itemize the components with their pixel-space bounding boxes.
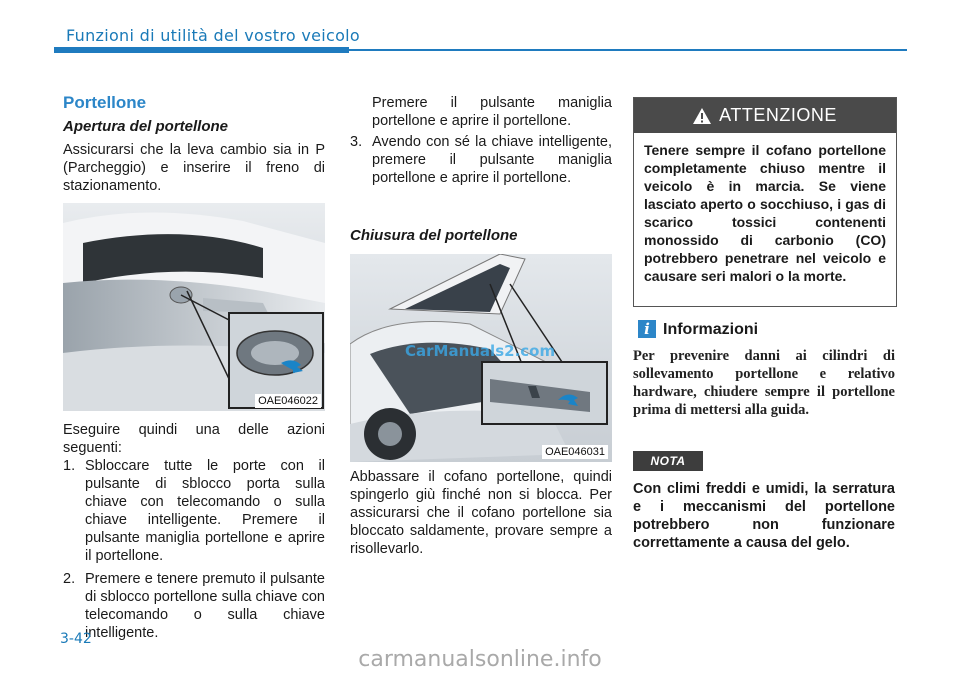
info-title: Informazioni — [663, 321, 759, 338]
warning-text: Tenere sempre il cofano portellone completamente chiuso mentre il veicolo è in marcia. Se viene lasciato aperto o socchiuso, i gas di scarico tossici contenenti monossido di carbonio (CO) potrebbero penetrare nel veicolo e causare seri malori o la morte. — [644, 142, 886, 284]
header-bar — [54, 47, 349, 53]
list-item — [63, 457, 325, 565]
section-title: Portellone — [63, 93, 147, 112]
nota-text: Con climi freddi e umidi, la serratura e i meccanismi del portellone potrebbero non funzionare correttamente a causa del gelo. — [633, 481, 895, 551]
figure-code: OAE046031 — [542, 445, 608, 459]
actions-intro: Eseguire quindi una delle azioni seguenti: — [63, 422, 325, 456]
car-rear-illustration — [63, 203, 325, 411]
subhead-opening: Apertura del portellone — [63, 118, 229, 135]
figure-code: OAE046022 — [255, 394, 321, 408]
intro-paragraph: Assicurarsi che la leva cambio sia in P (Parcheggio) e inserire il freno di stazionamento. — [63, 142, 325, 194]
list-item — [350, 133, 612, 187]
footer-watermark: carmanualsonline.info — [358, 647, 602, 672]
list-number: 1. — [63, 458, 76, 474]
continued-step: Premere il pulsante maniglia portellone e aprire il portellone. — [372, 95, 612, 129]
list-item-text: Sbloccare tutte le porte con il pulsante di sblocco porta sulla chiave con telecomando o sulla chiave intelligente. Premere il pulsante maniglia portellone e aprire il portellone. — [85, 458, 325, 564]
warning-box — [633, 97, 897, 307]
page-number: 3-42 — [60, 631, 92, 647]
warning-title: ATTENZIONE — [719, 105, 837, 125]
nota-badge: NOTA — [633, 451, 703, 471]
info-text: Per prevenire danni ai cilindri di sollevamento portellone e relativo hardware, chiudere sempre il portellone prima di mettersi alla guida. — [633, 348, 895, 418]
warning-triangle-icon — [693, 108, 711, 124]
chapter-title: Funzioni di utilità del vostro veicolo — [66, 26, 360, 45]
subhead-closing: Chiusura del portellone — [350, 227, 518, 244]
numbered-list — [350, 133, 612, 187]
list-number: 3. — [350, 134, 363, 150]
info-icon: i — [638, 320, 656, 338]
list-item-text: Premere e tenere premuto il pulsante di sblocco portellone sulla chiave con telecomando o sulla chiave intelligente. — [85, 571, 325, 641]
figure-open-tailgate — [350, 254, 612, 462]
image-watermark: CarManuals2.com — [405, 342, 556, 360]
list-number: 2. — [63, 571, 76, 587]
header-rule — [349, 49, 907, 51]
list-item — [63, 570, 325, 642]
list-item-text: Avendo con sé la chiave intelligente, premere il pulsante maniglia portellone e aprire il portellone. — [372, 134, 612, 186]
figure-tailgate-handle — [63, 203, 325, 411]
numbered-list — [63, 457, 325, 642]
closing-paragraph: Abbassare il cofano portellone, quindi spingerlo giù finché non si blocca. Per assicurarsi che il cofano portellone sia bloccato saldamente, provare sempre a risollevarlo. — [350, 469, 612, 557]
warning-header — [634, 98, 896, 133]
